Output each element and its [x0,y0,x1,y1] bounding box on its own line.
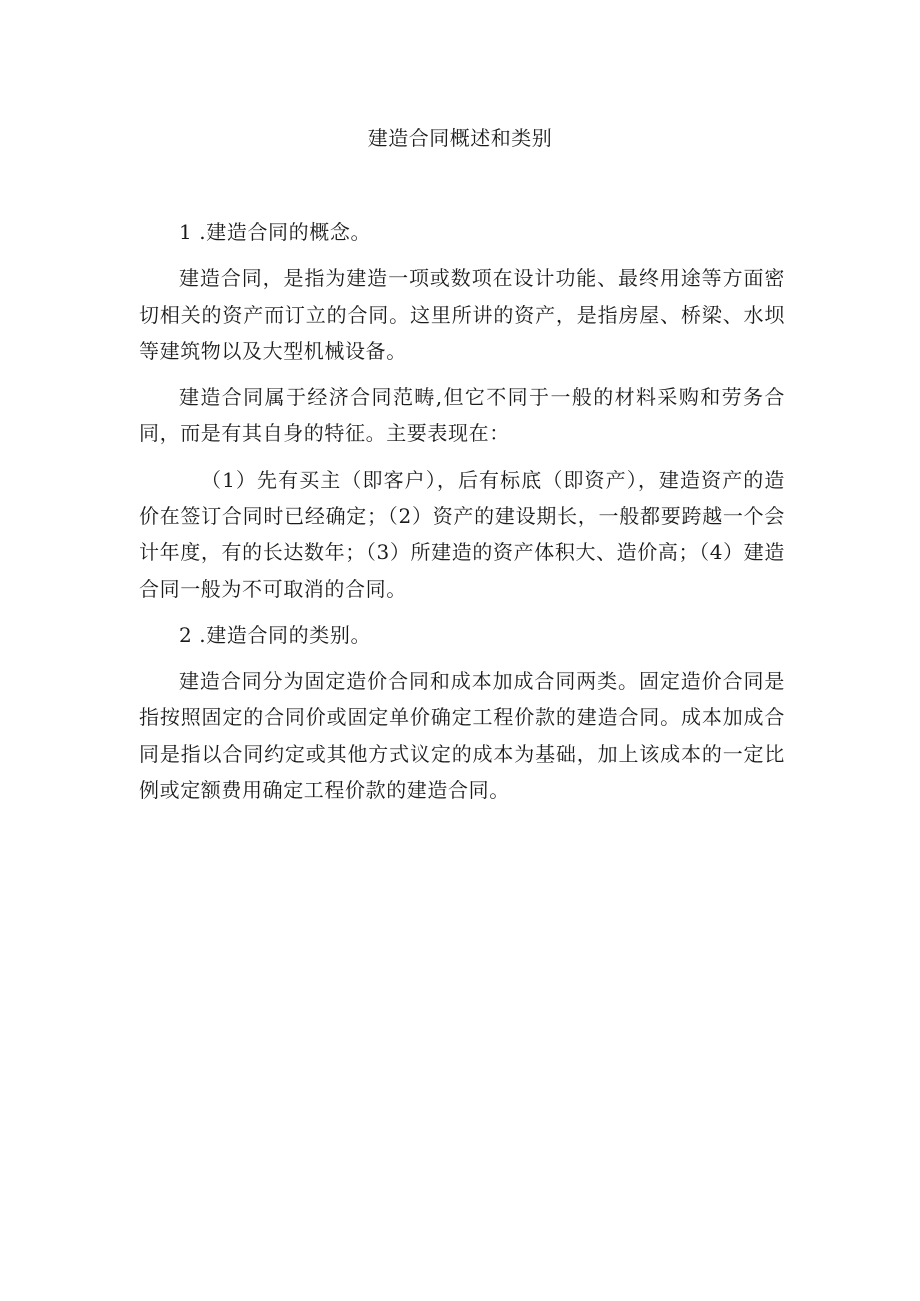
paragraph-categories: 建造合同分为固定造价合同和成本加成合同两类。固定造价合同是指按照固定的合同价或固定单价确定工程价款的建造合同。成本加成合同是指以合同约定或其他方式议定的成本为基础，加上该成本的一定比例或定额费用确定工程价款的建造合同。 [139,668,785,803]
paragraph-definition: 建造合同，是指为建造一项或数项在设计功能、最终用途等方面密切相关的资产而订立的合同。这里所讲的资产，是指房屋、桥梁、水坝等建筑物以及大型机械设备。 [139,266,785,363]
paragraph-characteristics-intro: 建造合同属于经济合同范畴,但它不同于一般的材料采购和劳务合同，而是有其自身的特征。主要表现在： [139,385,785,446]
document-body [139,214,785,809]
document-title: 建造合同概述和类别 [367,126,553,150]
section-heading-concept: 1 .建造合同的概念。 [179,220,372,244]
section-heading-categories: 2 .建造合同的类别。 [179,622,372,647]
paragraph-characteristics-list: （1）先有买主（即客户），后有标底（即资产），建造资产的造价在签订合同时已经确定；（2）资产的建设期长，一般都要跨越一个会计年度，有的长达数年；（3）所建造的资产体积大、造价高；（4）建造合同一般为不可取消的合同。 [139,467,785,601]
